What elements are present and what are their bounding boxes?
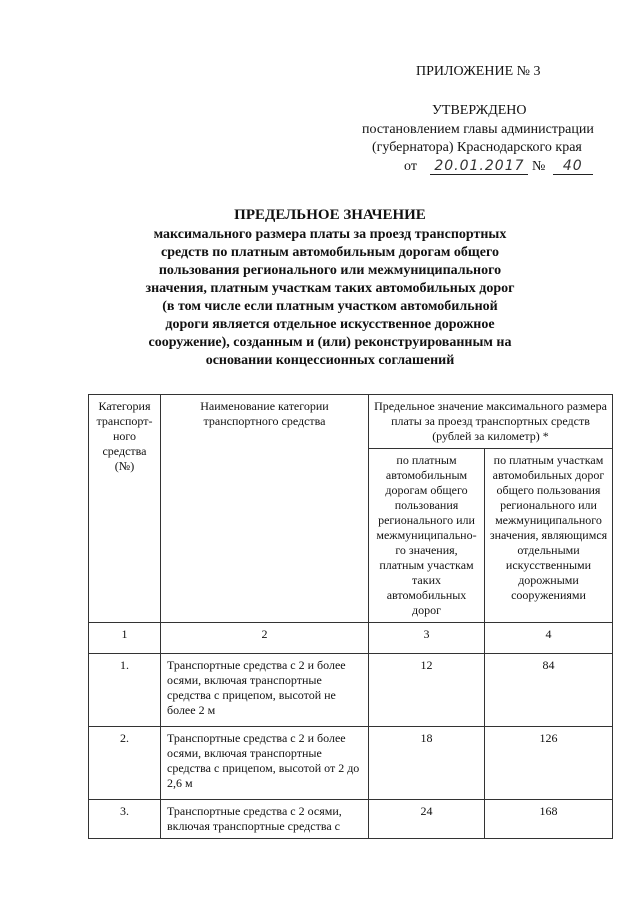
column-number: 4 — [485, 623, 613, 654]
handwritten-number: 40 — [553, 158, 593, 175]
column-number: 3 — [369, 623, 485, 654]
row-value-structure: 168 — [485, 800, 613, 839]
table-number-row — [89, 623, 613, 654]
table-row — [89, 800, 613, 839]
approved-by-line-1: постановлением главы администрации — [362, 122, 594, 137]
row-value-structure: 84 — [485, 654, 613, 727]
column-number: 1 — [89, 623, 161, 654]
row-value-regional: 24 — [369, 800, 485, 839]
header-category: Категория транспорт-ного средства (№) — [89, 395, 161, 623]
header-regional-roads: по платным автомобильным дорогам общего пользования регионального или межмуниципально-го значения, платным участкам таких автомобильных дорог — [369, 449, 485, 623]
number-prefix: № — [531, 159, 546, 174]
document-title — [140, 206, 520, 370]
appendix-label: ПРИЛОЖЕНИЕ № 3 — [416, 64, 541, 79]
row-vehicle-name: Транспортные средства с 2 и более осями, включая транспортные средства с прицепом, высотой не более 2 м — [161, 654, 369, 727]
header-limit-group: Предельное значение максимального размера платы за проезд транспортных средств (рублей за километр) * — [369, 395, 613, 449]
approved-label: УТВЕРЖДЕНО — [432, 103, 527, 118]
row-category: 3. — [89, 800, 161, 839]
row-vehicle-name: Транспортные средства с 2 осями, включая транспортные средства с — [161, 800, 369, 839]
fee-table — [88, 394, 613, 839]
row-vehicle-name: Транспортные средства с 2 и более осями, включая транспортные средства с прицепом, высотой от 2 до 2,6 м — [161, 727, 369, 800]
row-value-regional: 12 — [369, 654, 485, 727]
row-category: 2. — [89, 727, 161, 800]
table-header-row-1 — [89, 395, 613, 449]
column-number: 2 — [161, 623, 369, 654]
title-description: максимального размера платы за проезд транспортных средств по платным автомобильным дорогам общего пользования регионального или межмуниципального значения, платным участкам таких автомобильных дорог (в том числе если платным участком автомобильной дороги является отдельное искусственное дорожное сооружение), созданным и (или) реконструированным на основании концессионных соглашений — [145, 227, 515, 368]
approved-by-line-2: (губернатора) Краснодарского края — [372, 140, 582, 155]
table-row — [89, 727, 613, 800]
row-category: 1. — [89, 654, 161, 727]
title-heading: ПРЕДЕЛЬНОЕ ЗНАЧЕНИЕ — [234, 207, 426, 223]
date-prefix: от — [404, 159, 417, 174]
handwritten-date: 20.01.2017 — [430, 158, 528, 175]
row-value-regional: 18 — [369, 727, 485, 800]
header-name: Наименование категории транспортного средства — [161, 395, 369, 623]
table-row — [89, 654, 613, 727]
header-structures: по платным участкам автомобильных дорог общего пользования регионального или межмуниципального значения, являющимся отдельными искусственными дорожными сооружениями — [485, 449, 613, 623]
row-value-structure: 126 — [485, 727, 613, 800]
date-number-line — [404, 158, 593, 175]
